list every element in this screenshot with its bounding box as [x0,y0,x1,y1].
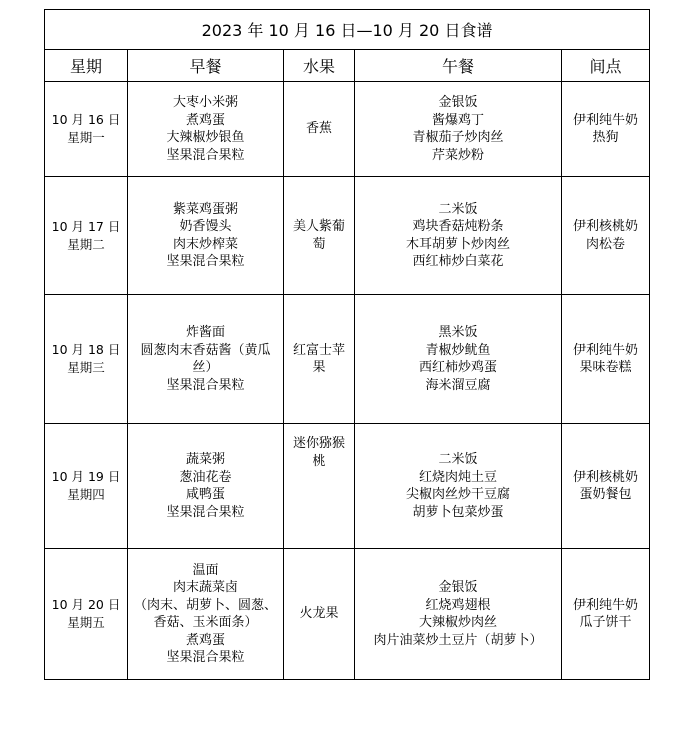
day-cell [45,549,128,680]
lunch-item: 芹菜炒粉 [431,147,484,163]
fruit-item: 火龙果 [299,606,339,622]
weekday-label: 星期一 [67,130,105,145]
lunch-item: 黑米饭 [438,325,478,340]
snack-cell [562,82,650,177]
table-row [45,82,650,177]
breakfast-item: 紫菜鸡蛋粥 [172,201,238,217]
lunch-item: 红烧鸡翅根 [425,597,491,613]
snack-item: 伊利纯牛奶 [573,597,639,613]
table-row [45,295,650,424]
lunch-item: 二米饭 [438,452,478,467]
snack-cell [562,177,650,295]
lunch-item: 二米饭 [438,201,478,217]
snack-item: 伊利核桃奶 [573,219,639,234]
breakfast-item: 圆葱肉末香菇酱（黄瓜丝） [140,342,271,375]
lunch-item: 青椒炒鱿鱼 [425,342,491,358]
table-row [45,549,650,680]
breakfast-item: 肉末炒榨菜 [172,236,238,252]
lunch-item: 大辣椒炒肉丝 [418,615,497,630]
lunch-item: 肉片油菜炒土豆片（胡萝卜） [373,632,543,648]
breakfast-item: 煮鸡蛋 [185,632,225,648]
breakfast-item: 炸酱面 [185,325,225,340]
day-cell [45,177,128,295]
snack-cell [562,424,650,549]
weekday-label: 星期二 [67,236,105,252]
lunch-item: 西红柿炒鸡蛋 [418,360,497,375]
snack-item: 肉松卷 [586,236,626,252]
day-cell [45,82,128,177]
day-cell [45,424,128,549]
lunch-item: 红烧肉炖土豆 [418,469,497,485]
snack-cell [562,295,650,424]
snack-item: 果味卷糕 [579,360,632,375]
lunch-item: 尖椒肉丝炒干豆腐 [405,487,510,502]
fruit-item: 红富士苹果 [292,342,345,375]
breakfast-item: 咸鸭蛋 [185,487,225,502]
snack-item: 伊利纯牛奶 [573,112,639,128]
table-row [45,424,650,549]
header-snack: 间点 [562,50,650,82]
table-row [45,177,650,295]
breakfast-cell [128,424,284,549]
date-label: 10 月 17 日 [51,218,121,234]
snack-item: 伊利核桃奶 [573,469,639,485]
breakfast-item: 肉末蔬菜卤 [172,580,238,595]
date-label: 10 月 19 日 [51,469,121,484]
header-lunch: 午餐 [355,50,562,82]
breakfast-cell [128,82,284,177]
lunch-item: 金银饭 [438,95,478,110]
weekday-label: 星期三 [67,360,105,375]
breakfast-item: 坚果混合果粒 [166,377,245,393]
weekday-label: 星期五 [67,615,105,630]
day-cell [45,295,128,424]
lunch-item: 海米溜豆腐 [425,377,491,393]
header-day: 星期 [45,50,128,82]
breakfast-item: 煮鸡蛋 [185,112,225,128]
fruit-item: 美人紫葡萄 [292,219,345,252]
lunch-cell [355,177,562,295]
breakfast-cell [128,549,284,680]
fruit-item: 香蕉 [305,121,332,137]
lunch-cell [355,549,562,680]
snack-item: 伊利纯牛奶 [573,342,639,358]
breakfast-item: 大枣小米粥 [172,95,238,110]
lunch-item: 青椒茄子炒肉丝 [412,130,504,145]
breakfast-item: 坚果混合果粒 [166,504,245,520]
date-label: 10 月 20 日 [51,597,121,612]
lunch-item: 木耳胡萝卜炒肉丝 [405,236,510,252]
breakfast-item: 奶香馒头 [179,219,232,234]
date-label: 10 月 18 日 [51,342,121,357]
weekday-label: 星期四 [67,487,105,502]
lunch-item: 西红柿炒白菜花 [412,254,504,269]
lunch-item: 胡萝卜包菜炒蛋 [412,504,504,520]
header-fruit: 水果 [284,50,355,82]
fruit-cell [284,82,355,177]
lunch-cell [355,295,562,424]
snack-item: 蛋奶餐包 [579,487,632,502]
fruit-item: 迷你猕猴桃 [292,436,345,469]
lunch-item: 酱爆鸡丁 [431,112,484,128]
breakfast-item: 温面 [192,562,219,578]
breakfast-item: 蔬菜粥 [185,452,225,467]
lunch-cell [355,424,562,549]
fruit-cell [284,549,355,680]
snack-item: 热狗 [592,130,619,145]
header-row [45,50,650,82]
breakfast-item: 葱油花卷 [179,469,232,485]
snack-cell [562,549,650,680]
breakfast-item: （肉末、胡萝卜、圆葱、香菇、玉米面条） [133,597,277,630]
breakfast-item: 坚果混合果粒 [166,254,245,269]
fruit-cell [284,424,355,549]
snack-item: 瓜子饼干 [579,615,632,630]
header-breakfast: 早餐 [128,50,284,82]
lunch-item: 鸡块香菇炖粉条 [412,219,504,234]
breakfast-item: 坚果混合果粒 [166,147,245,163]
breakfast-item: 大辣椒炒银鱼 [166,130,245,145]
lunch-item: 金银饭 [438,580,478,595]
title-row [45,10,650,50]
breakfast-cell [128,177,284,295]
breakfast-cell [128,295,284,424]
date-label: 10 月 16 日 [51,112,121,127]
menu-table [44,9,650,680]
lunch-cell [355,82,562,177]
menu-title: 2023 年 10 月 16 日—10 月 20 日食谱 [45,10,650,50]
fruit-cell [284,295,355,424]
breakfast-item: 坚果混合果粒 [166,650,245,665]
fruit-cell [284,177,355,295]
